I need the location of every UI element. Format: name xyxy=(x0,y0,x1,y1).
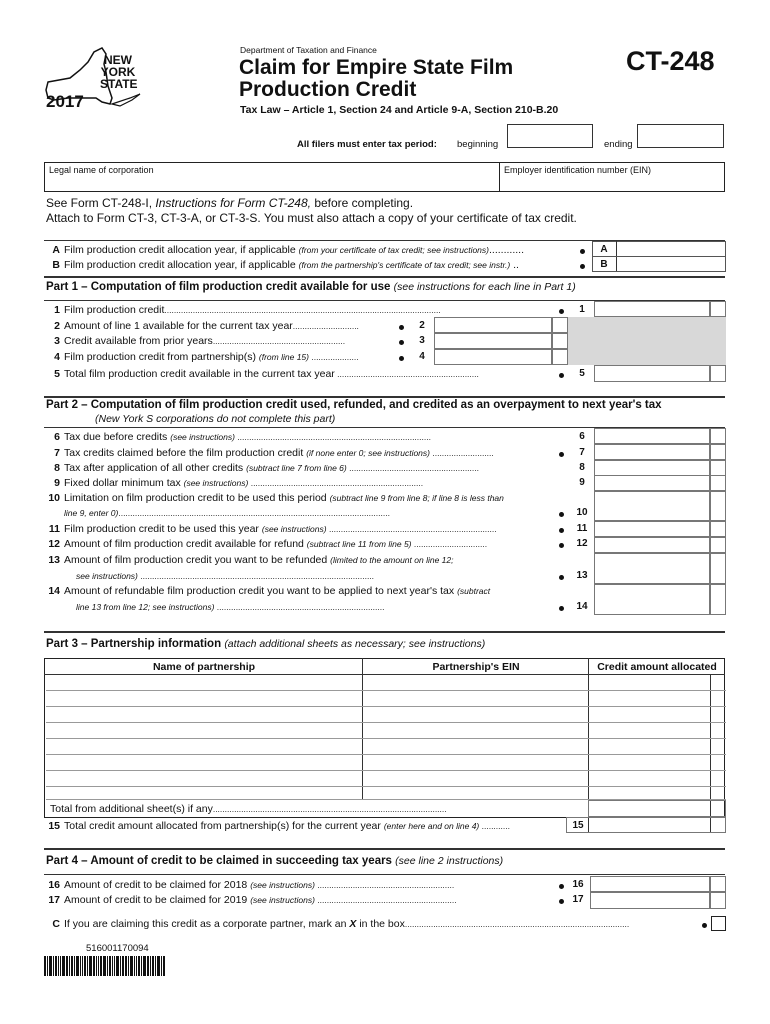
line-9-input[interactable] xyxy=(594,475,710,491)
additional-sheets-input[interactable] xyxy=(588,800,726,817)
line-6-input[interactable] xyxy=(594,428,710,444)
line-7-cents-input[interactable] xyxy=(710,444,726,460)
part4-line-17: 17 Amount of credit to be claimed for 2019 (see instructions) ........................................................... xyxy=(48,894,457,906)
form-title-line2: Production Credit xyxy=(239,78,417,101)
line-1-cents-input[interactable] xyxy=(710,301,726,317)
line-16-input[interactable] xyxy=(590,876,710,892)
line-2-input[interactable] xyxy=(434,317,552,333)
table-row[interactable] xyxy=(46,786,726,800)
part2-line-9: 9 Fixed dollar minimum tax (see instructions) ......................................................................... xyxy=(54,477,424,489)
line-17-box-label: 17 xyxy=(572,894,584,905)
line-10-box-label: 10 xyxy=(576,507,588,518)
line-1-box-label: 1 xyxy=(579,304,585,315)
line-11-box-label: 11 xyxy=(576,523,588,534)
part2-line-12: 12 Amount of film production credit available for refund (subtract line 11 from line 5) ............................... xyxy=(48,538,488,550)
line-4-box-label: 4 xyxy=(419,351,425,362)
part4-line-16: 16 Amount of credit to be claimed for 2018 (see instructions) .......................................................... xyxy=(48,879,455,891)
line-b: B Film production credit allocation year, if applicable (from the partnership's certificate of tax credit; see instr.) .. xyxy=(52,259,519,271)
line-6-box-label: 6 xyxy=(579,431,585,442)
legal-name-field[interactable] xyxy=(44,162,500,192)
col-header-ein: Partnership's EIN xyxy=(432,661,520,673)
line-5-input[interactable] xyxy=(594,365,710,382)
tax-law-reference: Tax Law – Article 1, Section 24 and Article 9-A, Section 210-B.20 xyxy=(240,104,559,116)
table-row[interactable] xyxy=(46,674,726,691)
logo-line-new: NEW xyxy=(104,53,132,67)
col-header-credit: Credit amount allocated xyxy=(597,661,717,673)
part4-title: Part 4 – Amount of credit to be claimed in succeeding tax years (see line 2 instructions) xyxy=(46,855,504,867)
tax-period-ending-input[interactable] xyxy=(637,124,724,148)
line-2-cents-input[interactable] xyxy=(552,317,568,333)
part2-line-14-cont: line 13 from line 12; see instructions) ....................................................................... xyxy=(76,602,385,612)
logo-line-york: YORK xyxy=(100,65,136,79)
tax-period-beginning-input[interactable] xyxy=(507,124,593,148)
form-year: 2017 xyxy=(46,92,84,111)
instructions-line1: See Form CT-248-I, Instructions for Form CT-248, before completing. xyxy=(46,196,414,210)
line-11-cents-input[interactable] xyxy=(710,521,726,537)
ending-label: ending xyxy=(604,139,633,150)
part1-line-2: 2 Amount of line 1 available for the current tax year............................ xyxy=(54,320,359,332)
line-8-cents-input[interactable] xyxy=(710,460,726,476)
line-13-box-label: 13 xyxy=(576,570,588,581)
line-6-cents-input[interactable] xyxy=(710,428,726,444)
part1-line-1: 1 Film production credit..................................................................................................................... xyxy=(54,304,441,316)
beginning-label: beginning xyxy=(457,139,499,150)
line-8-box-label: 8 xyxy=(579,462,585,473)
part2-line-11: 11 Film production credit to be used this year (see instructions) ....................................................................... xyxy=(48,523,497,535)
line-13-cents-input[interactable] xyxy=(710,553,726,584)
table-row[interactable] xyxy=(46,754,726,771)
line-12-cents-input[interactable] xyxy=(710,537,726,553)
corporate-partner-checkbox[interactable] xyxy=(711,916,726,931)
part2-line-13-cont: see instructions) ................................................................................................... xyxy=(76,571,375,581)
line-a: A Film production credit allocation year, if applicable (from your certificate of tax credit; see instructions)............ xyxy=(52,244,525,256)
part2-line-8: 8 Tax after application of all other credits (subtract line 7 from line 6) ....................................................... xyxy=(54,462,479,474)
line-4-input[interactable] xyxy=(434,349,552,365)
part2-title: Part 2 – Computation of film production credit used, refunded, and credited as an overpayment to next year's tax xyxy=(46,399,662,411)
part1-line-5: 5 Total film production credit available in the current tax year ............................................................ xyxy=(54,368,479,380)
part2-subtitle: (New York S corporations do not complete this part) xyxy=(95,413,336,425)
line-1-input[interactable] xyxy=(594,301,710,317)
line-4-cents-input[interactable] xyxy=(552,349,568,365)
line-c: C If you are claiming this credit as a corporate partner, mark an X in the box............................................................................................... xyxy=(52,918,630,930)
line-b-input[interactable] xyxy=(592,256,726,272)
line-15-input[interactable] xyxy=(566,817,726,833)
part1-line-4: 4 Film production credit from partnership(s) (from line 15) .................... xyxy=(54,351,359,363)
line-b-box-label: B xyxy=(600,259,608,270)
line-14-input[interactable] xyxy=(594,584,710,615)
logo-line-state: STATE xyxy=(100,77,138,91)
tax-period-label: All filers must enter tax period: xyxy=(297,139,437,150)
line-a-input[interactable] xyxy=(592,241,726,257)
line-5-box-label: 5 xyxy=(579,368,585,379)
table-row[interactable] xyxy=(46,706,726,723)
table-row[interactable] xyxy=(46,738,726,755)
line-17-input[interactable] xyxy=(590,892,710,909)
part1-line-3: 3 Credit available from prior years........................................................ xyxy=(54,335,346,347)
part2-line-13: 13 Amount of film production credit you want to be refunded (limited to the amount on line 12; xyxy=(48,554,454,566)
table-row[interactable] xyxy=(46,770,726,787)
line-16-cents-input[interactable] xyxy=(710,876,726,892)
line-7-box-label: 7 xyxy=(579,447,585,458)
part2-line-14: 14 Amount of refundable film production credit you want to be applied to next year's tax (subtract xyxy=(48,585,491,597)
table-row[interactable] xyxy=(46,722,726,739)
part2-line-7: 7 Tax credits claimed before the film production credit (if none enter 0; see instructions) .......................... xyxy=(54,447,494,459)
line-a-box-label: A xyxy=(600,244,608,255)
part1-title: Part 1 – Computation of film production credit available for use (see instructions for each line in Part 1) xyxy=(46,281,576,293)
line-2-box-label: 2 xyxy=(419,320,425,331)
line-9-box-label: 9 xyxy=(579,477,585,488)
line-12-input[interactable] xyxy=(594,537,710,553)
form-number: CT-248 xyxy=(626,46,715,76)
part2-line-6: 6 Tax due before credits (see instructions) .................................................................................. xyxy=(54,431,431,443)
part3-title: Part 3 – Partnership information (attach additional sheets as necessary; see instructions) xyxy=(46,638,486,650)
line-10-input[interactable] xyxy=(594,491,710,521)
line-12-box-label: 12 xyxy=(576,538,588,549)
line-7-input[interactable] xyxy=(594,444,710,460)
line-8-input[interactable] xyxy=(594,460,710,476)
barcode-number: 516001170094 xyxy=(86,943,149,954)
line-3-box-label: 3 xyxy=(419,335,425,346)
part2-line-10: 10 Limitation on film production credit to be used this period (subtract line 9 from line 8; if line 8 is less than xyxy=(48,492,504,504)
additional-sheets-row: Total from additional sheet(s) if any................................................................................................... xyxy=(50,803,447,815)
barcode xyxy=(44,956,165,976)
part3-line-15: 15 Total credit amount allocated from partnership(s) for the current year (enter here and on line 4) ............ xyxy=(48,820,510,832)
col-header-name: Name of partnership xyxy=(152,661,256,673)
instructions-line2: Attach to Form CT-3, CT-3-A, or CT-3-S. You must also attach a copy of your certificate of tax credit. xyxy=(46,211,577,225)
line-14-box-label: 14 xyxy=(576,601,588,612)
line-11-input[interactable] xyxy=(594,521,710,537)
state-logo xyxy=(40,42,155,114)
line-9-cents-input[interactable] xyxy=(710,475,726,491)
line-13-input[interactable] xyxy=(594,553,710,584)
part2-line-10-cont: line 9, enter 0)................................................................................................................... xyxy=(64,508,390,518)
line-3-cents-input[interactable] xyxy=(552,333,568,349)
line-3-input[interactable] xyxy=(434,333,552,349)
ein-field[interactable] xyxy=(499,162,725,192)
legal-name-label: Legal name of corporation xyxy=(49,165,154,175)
line-16-box-label: 16 xyxy=(572,879,584,890)
line-10-cents-input[interactable] xyxy=(710,491,726,521)
line-15-box-label: 15 xyxy=(572,820,584,831)
line-14-cents-input[interactable] xyxy=(710,584,726,615)
ein-label: Employer identification number (EIN) xyxy=(504,165,652,175)
line-17-cents-input[interactable] xyxy=(710,892,726,909)
form-title-line1: Claim for Empire State Film xyxy=(239,56,514,79)
line-5-cents-input[interactable] xyxy=(710,365,726,382)
department-name: Department of Taxation and Finance xyxy=(240,45,377,55)
table-row[interactable] xyxy=(46,690,726,707)
